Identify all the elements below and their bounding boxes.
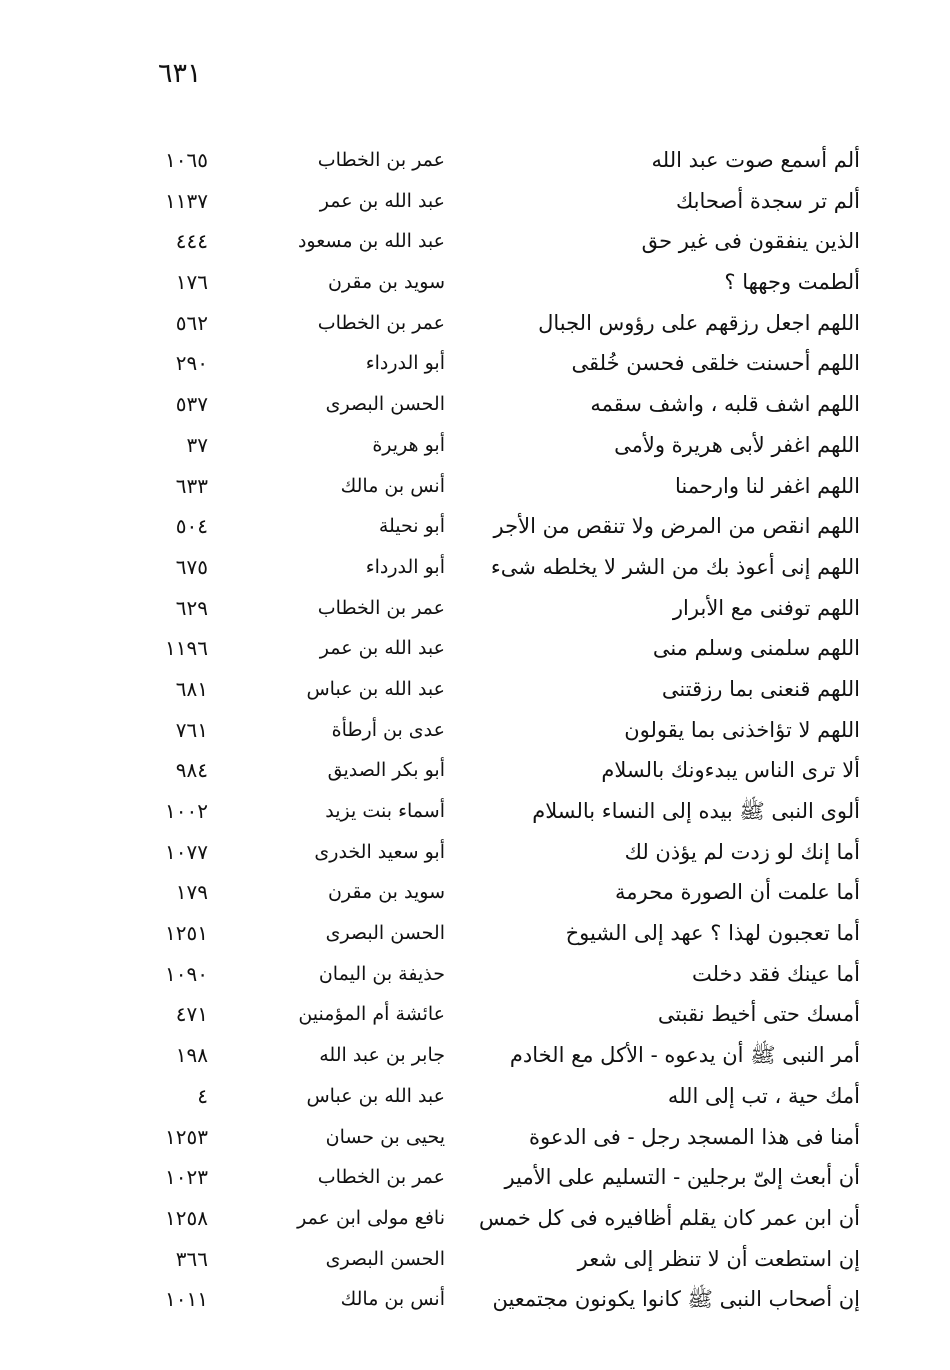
narrator-name: أبو هريرة [372, 433, 445, 456]
index-row [0, 750, 950, 791]
narrator-name: حذيفة بن اليمان [318, 962, 445, 985]
hadith-phrase: إن استطعت أن لا تنظر إلى شعر [577, 1246, 860, 1271]
hadith-phrase: إن أصحاب النبى ﷺ كانوا يكونون مجتمعين [492, 1287, 860, 1312]
narrator-name: أبو بكر الصديق [327, 759, 445, 782]
hadith-number: ١٠٦٥ [165, 148, 208, 172]
hadith-phrase: اللهم انقص من المرض ولا تنقص من الأجر [493, 514, 860, 539]
narrator-name: أبو سعيد الخدرى [314, 840, 445, 863]
narrator-name: عائشة أم المؤمنين [298, 1003, 445, 1026]
hadith-phrase: اللهم توفنى مع الأبرار [672, 595, 860, 620]
narrator-name: أبو نحيلة [378, 515, 445, 538]
hadith-phrase: أما علمت أن الصورة محرمة [614, 880, 860, 905]
hadith-phrase: اللهم اغفر لنا وارحمنا [674, 473, 860, 498]
index-row [0, 1117, 950, 1158]
index-row [0, 384, 950, 425]
narrator-name: عمر بن الخطاب [317, 149, 445, 171]
index-row [0, 140, 950, 181]
hadith-number: ٦٣٣ [175, 473, 208, 498]
narrator-name: عمر بن الخطاب [317, 1166, 445, 1189]
hadith-number: ١٠٩٠ [165, 961, 208, 986]
narrator-name: سويد بن مقرن [327, 271, 445, 294]
narrator-name: عمر بن الخطاب [317, 596, 445, 619]
hadith-phrase: ألطمت وجهها ؟ [724, 270, 860, 295]
index-row [0, 1035, 950, 1076]
hadith-number: ١٢٥٣ [165, 1124, 208, 1149]
hadith-phrase: اللهم لا تؤاخذنى بما يقولون [624, 717, 860, 742]
hadith-number: ٧٦١ [175, 717, 208, 742]
index-row [0, 1279, 950, 1320]
hadith-number: ٦٢٩ [175, 595, 208, 620]
hadith-phrase: اللهم اجعل رزقهم على رؤوس الجبال [538, 310, 860, 335]
page-number: ٦٣١ [158, 58, 202, 89]
narrator-name: أسماء بنت يزيد [325, 800, 445, 822]
index-row [0, 221, 950, 262]
hadith-number: ١٢٥٨ [165, 1205, 208, 1230]
index-row [0, 181, 950, 222]
index-row [0, 872, 950, 913]
hadith-number: ١٠٧٧ [165, 839, 208, 864]
narrator-name: سويد بن مقرن [327, 881, 445, 904]
hadith-number: ٥٣٧ [175, 392, 208, 417]
hadith-number: ٤ [197, 1083, 208, 1108]
hadith-number: ١١٩٦ [165, 636, 208, 661]
hadith-number: ١٧٩ [175, 880, 208, 905]
hadith-phrase: أما تعجبون لهذا ؟ عهد إلى الشيوخ [565, 921, 860, 946]
index-table [0, 140, 950, 1320]
hadith-number: ٦٨١ [175, 676, 208, 701]
narrator-name: جابر بن عبد الله [319, 1044, 445, 1067]
index-row [0, 791, 950, 832]
hadith-number: ٥٠٤ [175, 514, 208, 539]
narrator-name: يحيى بن حسان [325, 1125, 445, 1148]
narrator-name: أبو الدرداء [365, 555, 445, 578]
hadith-phrase: ألم أسمع صوت عبد الله [651, 148, 860, 172]
narrator-name: عدى بن أرطأة [331, 718, 445, 741]
narrator-name: أبو الدرداء [365, 352, 445, 375]
narrator-name: الحسن البصرى [325, 393, 445, 416]
narrator-name: نافع مولى ابن عمر [297, 1206, 445, 1229]
hadith-number: ٥٦٢ [175, 310, 208, 335]
index-row [0, 994, 950, 1035]
narrator-name: عمر بن الخطاب [317, 311, 445, 334]
index-row [0, 547, 950, 588]
hadith-number: ٣٧ [186, 432, 208, 457]
narrator-name: عبد الله بن عباس [306, 677, 445, 700]
index-row [0, 1157, 950, 1198]
hadith-phrase: ألا ترى الناس يبدءونك بالسلام [601, 758, 860, 783]
narrator-name: الحسن البصرى [325, 922, 445, 945]
hadith-phrase: أن أبعث إلىّ برجلين - التسليم على الأمير [504, 1165, 860, 1190]
index-row [0, 832, 950, 873]
hadith-phrase: اللهم اشف قلبه ، واشف سقمه [590, 392, 860, 417]
index-row [0, 669, 950, 710]
hadith-number: ١٧٦ [175, 270, 208, 295]
hadith-number: ٤٧١ [175, 1002, 208, 1027]
hadith-phrase: الذين ينفقون فى غير حق [641, 229, 860, 254]
hadith-phrase: ألم تر سجدة أصحابك [675, 188, 860, 213]
index-row [0, 425, 950, 466]
hadith-number: ٤٤٤ [175, 229, 208, 254]
hadith-phrase: أما عينك فقد دخلت [692, 961, 860, 986]
narrator-name: الحسن البصرى [325, 1247, 445, 1270]
index-row [0, 710, 950, 751]
hadith-number: ٩٨٤ [175, 758, 208, 783]
index-row [0, 1076, 950, 1117]
index-row [0, 303, 950, 344]
index-row [0, 466, 950, 507]
index-row [0, 954, 950, 995]
hadith-number: ١٠٢٣ [165, 1165, 208, 1190]
index-row [0, 913, 950, 954]
hadith-phrase: اللهم أحسنت خلقى فحسن خُلقى [571, 351, 860, 376]
hadith-phrase: أمنا فى هذا المسجد رجل - فى الدعوة [528, 1124, 860, 1149]
hadith-phrase: أمك حية ، تب إلى الله [667, 1083, 860, 1108]
narrator-name: عبد الله بن عباس [306, 1084, 445, 1107]
index-row [0, 343, 950, 384]
index-row [0, 262, 950, 303]
hadith-phrase: اللهم اغفر لأبى هريرة ولأمى [614, 432, 860, 457]
index-row [0, 588, 950, 629]
hadith-phrase: أن ابن عمر كان يقلم أظافيره فى كل خمس [478, 1205, 860, 1230]
narrator-name: أنس بن مالك [340, 1288, 445, 1311]
hadith-phrase: أمسك حتى أخيط نقبتى [657, 1002, 860, 1027]
hadith-number: ٣٦٦ [175, 1246, 208, 1271]
narrator-name: عبد الله بن عمر [319, 637, 445, 660]
narrator-name: عبد الله بن عمر [319, 189, 445, 212]
hadith-number: ٦٧٥ [175, 554, 208, 579]
hadith-phrase: أمر النبى ﷺ أن يدعوه - الأكل مع الخادم [509, 1043, 860, 1068]
index-row [0, 1239, 950, 1280]
hadith-phrase: أما إنك لو زدت لم يؤذن لك [624, 839, 860, 864]
hadith-number: ١٠٠٢ [165, 799, 208, 823]
hadith-number: ١٠١١ [165, 1287, 208, 1312]
hadith-phrase: اللهم إنى أعوذ بك من الشر لا يخلطه شىء [490, 554, 860, 579]
narrator-name: أنس بن مالك [340, 474, 445, 497]
index-row [0, 628, 950, 669]
narrator-name: عبد الله بن مسعود [297, 230, 445, 253]
hadith-number: ١٩٨ [175, 1043, 208, 1068]
hadith-number: ٢٩٠ [175, 351, 208, 376]
index-row [0, 1198, 950, 1239]
hadith-phrase: ألوى النبى ﷺ بيده إلى النساء بالسلام [532, 799, 860, 823]
index-row [0, 506, 950, 547]
hadith-number: ١٢٥١ [165, 921, 208, 946]
hadith-number: ١١٣٧ [165, 188, 208, 213]
hadith-phrase: اللهم سلمنى وسلم منى [652, 636, 860, 661]
hadith-phrase: اللهم قنعنى بما رزقتنى [661, 676, 860, 701]
